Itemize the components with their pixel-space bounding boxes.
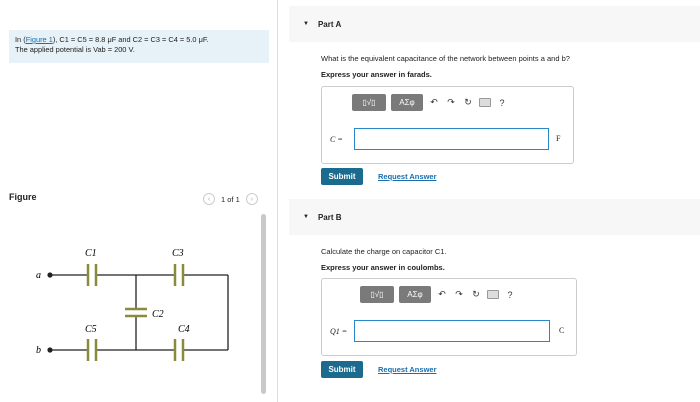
part-a-answer-input[interactable] (354, 128, 549, 150)
figure-panel (0, 0, 277, 402)
undo-icon[interactable]: ↶ (438, 289, 446, 299)
panel-divider (277, 0, 278, 402)
part-a-variable: C = (330, 135, 343, 144)
keyboard-icon[interactable] (479, 97, 491, 109)
part-b-answer-input[interactable] (354, 320, 550, 342)
part-a-instruction: Express your answer in farads. (321, 70, 432, 79)
templates-button[interactable]: ▯√▯ (352, 94, 386, 111)
c5-label: C5 (85, 324, 97, 335)
part-a-request-answer-link[interactable]: Request Answer (378, 172, 437, 181)
part-b-variable: Q1 = (330, 327, 348, 336)
circuit-diagram (30, 240, 240, 370)
figure-link[interactable]: Figure 1 (25, 35, 53, 44)
problem-statement (9, 30, 269, 63)
symbols-button[interactable]: ΑΣφ (391, 94, 423, 111)
part-b-request-answer-link[interactable]: Request Answer (378, 365, 437, 374)
problem-line2: The applied potential is Vab = 200 V. (15, 45, 135, 54)
part-b-unit: C (559, 326, 565, 335)
chevron-left-icon[interactable]: ‹ (203, 193, 215, 205)
c3-label: C3 (172, 248, 184, 259)
help-icon[interactable]: ? (499, 97, 505, 108)
reset-icon[interactable]: ↻ (464, 97, 472, 107)
part-b-header[interactable] (289, 199, 700, 235)
undo-icon[interactable]: ↶ (430, 97, 438, 107)
questions-panel (289, 0, 700, 402)
redo-icon[interactable]: ↷ (447, 97, 455, 107)
symbols-button[interactable]: ΑΣφ (399, 286, 431, 303)
problem-prefix: In ( (15, 35, 26, 44)
collapse-triangle-icon: ▼ (303, 21, 309, 27)
templates-button[interactable]: ▯√▯ (360, 286, 394, 303)
c2-label: C2 (152, 309, 164, 320)
pager-count: 1 of 1 (221, 194, 240, 204)
node-b-dot (47, 347, 52, 352)
part-b-toolbar (360, 286, 516, 303)
c1-label: C1 (85, 248, 97, 259)
part-b-instruction: Express your answer in coulombs. (321, 263, 445, 272)
figure-scrollbar[interactable] (261, 214, 266, 394)
part-b-submit-button[interactable]: Submit (321, 361, 363, 378)
part-a-title: Part A (317, 19, 342, 29)
part-a-question: What is the equivalent capacitance of the network between points a and b? (321, 54, 570, 63)
problem-line1: ), C1 = C5 = 8.8 μF and C2 = C3 = C4 = 5.0 μF. (52, 35, 209, 44)
part-a-header[interactable] (289, 6, 700, 42)
node-a-dot (47, 272, 52, 277)
chevron-right-icon[interactable]: › (246, 193, 258, 205)
redo-icon[interactable]: ↷ (455, 289, 463, 299)
keyboard-icon[interactable] (487, 289, 499, 301)
c4-label: C4 (178, 324, 190, 335)
part-a-answer-box (321, 86, 574, 164)
collapse-triangle-icon: ▼ (303, 214, 309, 220)
part-b-title: Part B (317, 212, 342, 222)
reset-icon[interactable]: ↻ (472, 289, 480, 299)
node-b-label: b (36, 345, 41, 356)
figure-title: Figure (9, 192, 37, 202)
figure-pager (203, 193, 258, 205)
help-icon[interactable]: ? (507, 289, 513, 300)
part-a-toolbar (352, 94, 508, 111)
part-a-unit: F (556, 134, 561, 143)
part-b-answer-box (321, 278, 577, 356)
node-a-label: a (36, 270, 41, 281)
part-b-question: Calculate the charge on capacitor C1. (321, 247, 447, 256)
part-a-submit-button[interactable]: Submit (321, 168, 363, 185)
